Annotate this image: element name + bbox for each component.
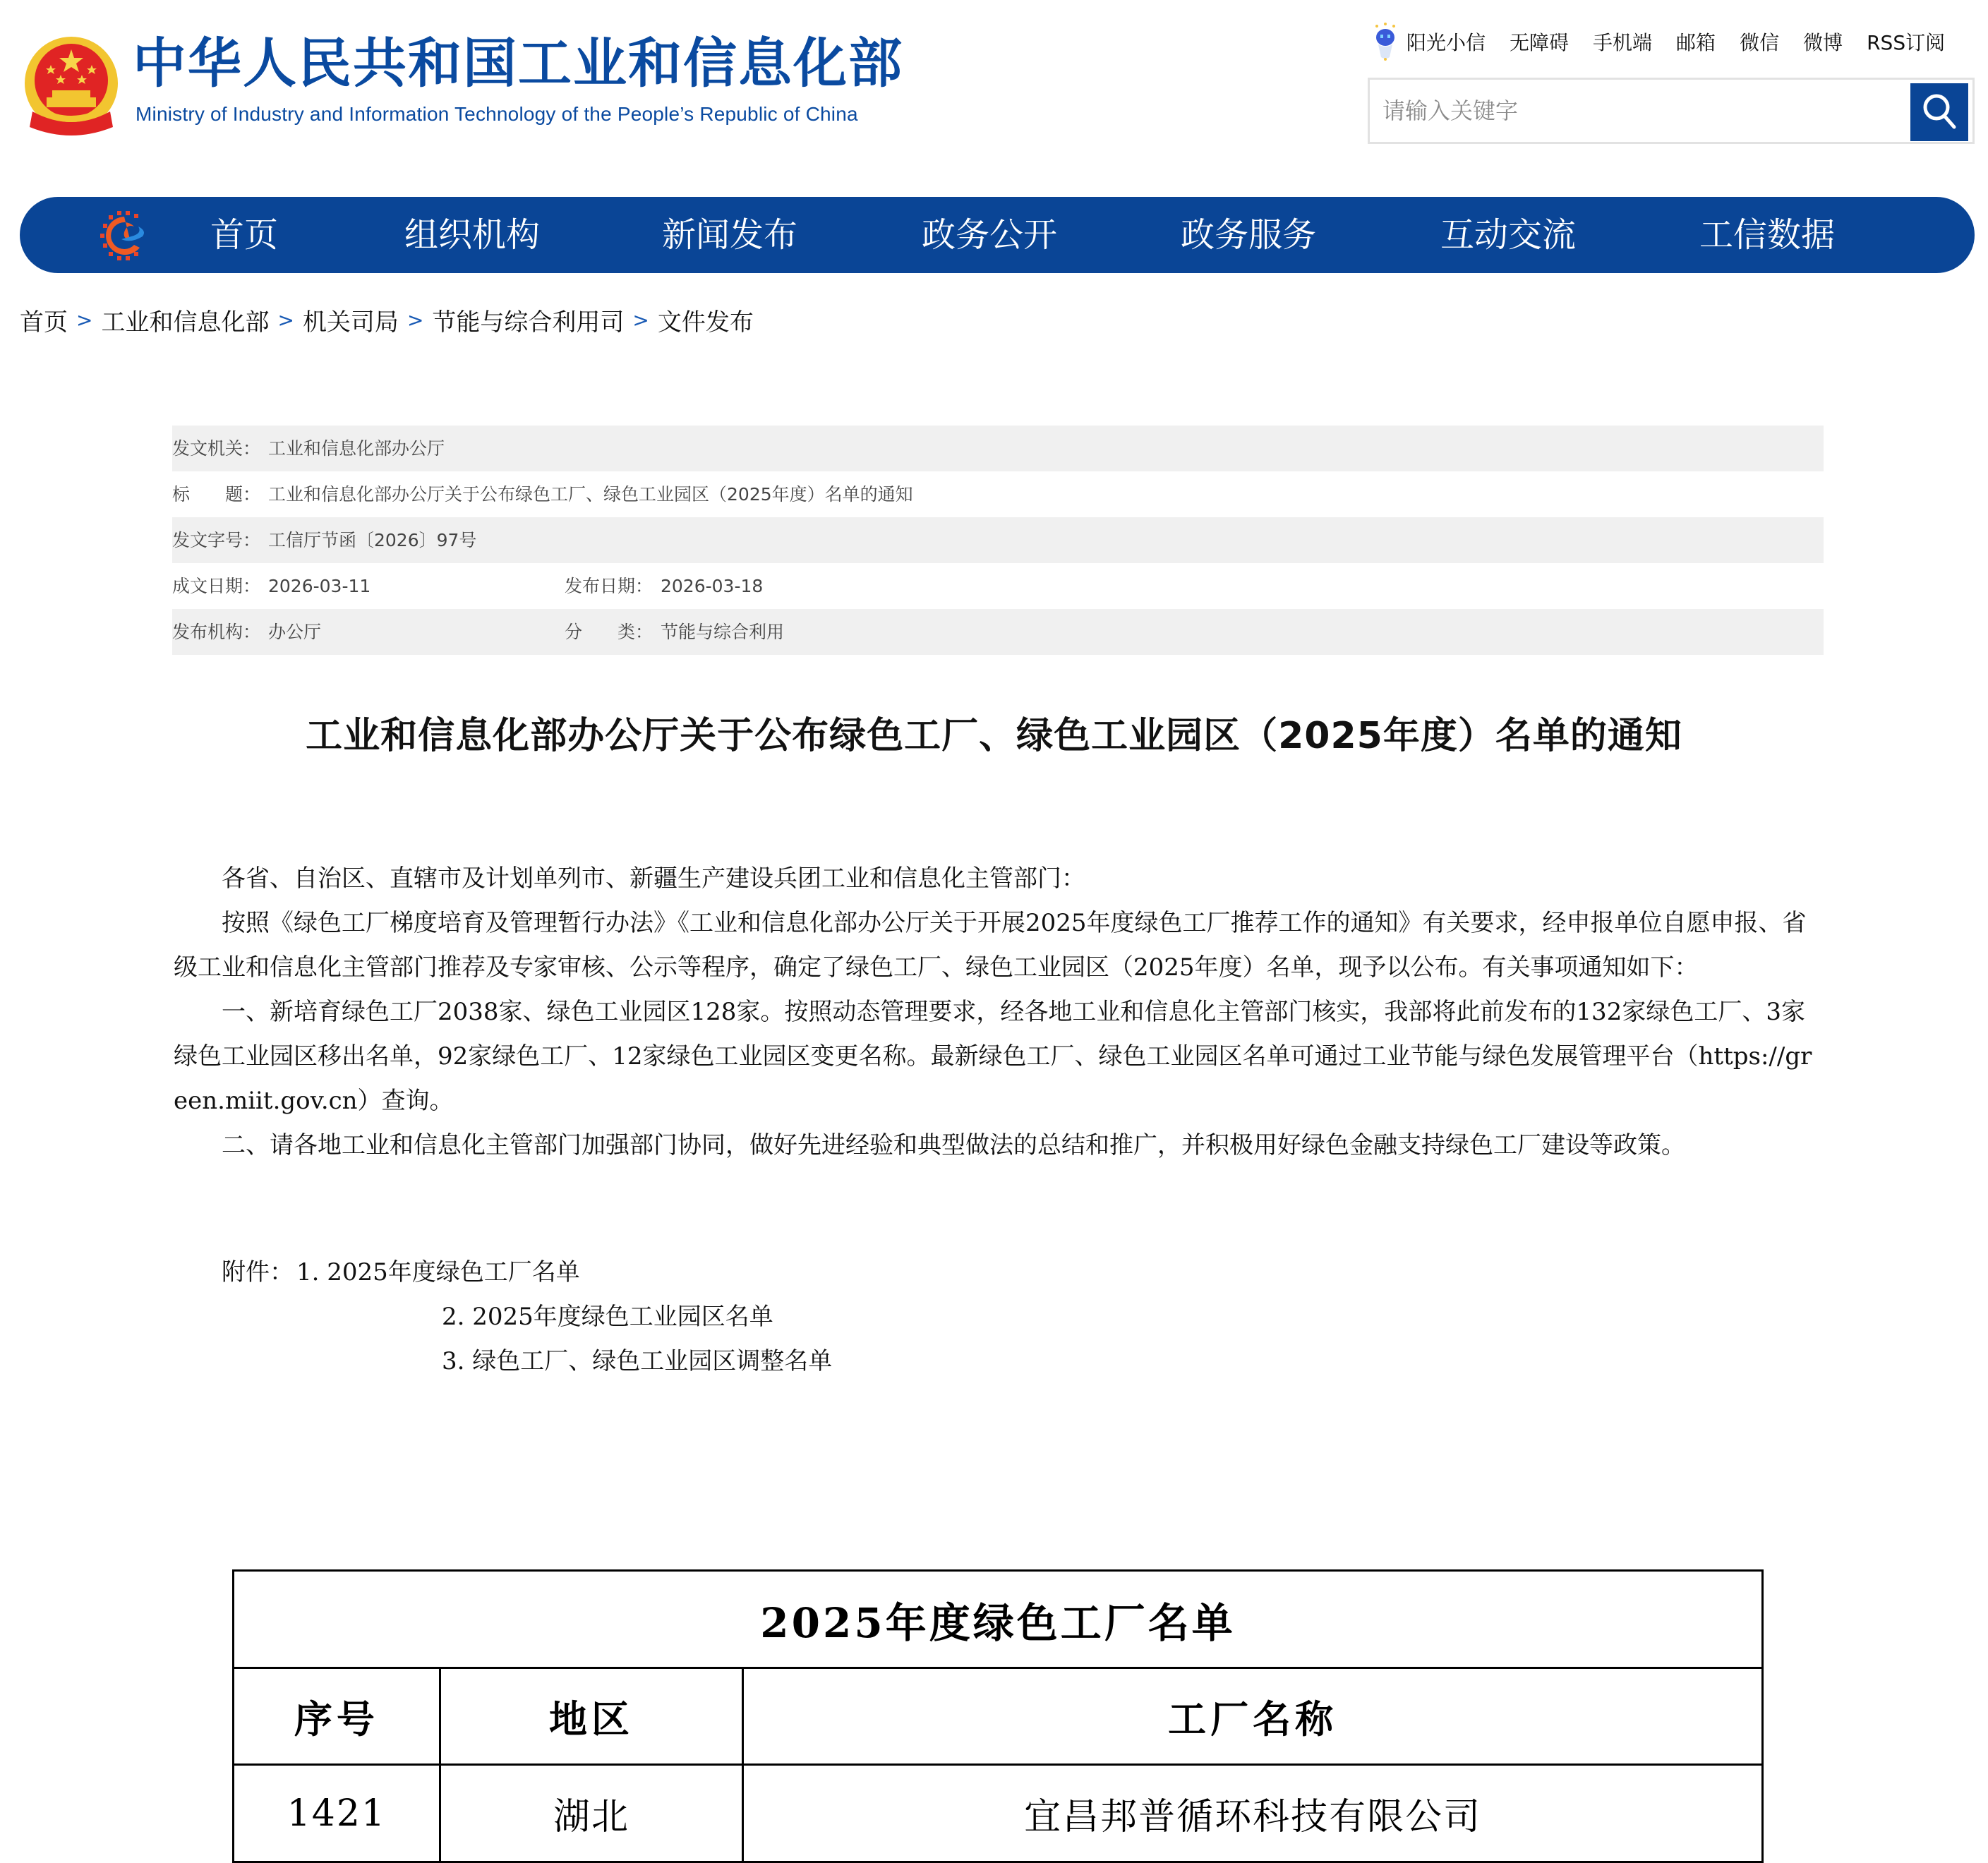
meta-label: 发文字号： (172, 530, 261, 550)
top-link-mail[interactable]: 邮箱 (1676, 31, 1716, 54)
meta-label: 分 类： (565, 622, 653, 642)
search-icon (1921, 92, 1958, 133)
meta-row-issuer (172, 426, 1824, 471)
breadcrumb-documents[interactable]: 文件发布 (657, 308, 754, 337)
breadcrumb-separator: > (76, 308, 93, 332)
meta-label: 发布机构： (172, 622, 261, 642)
meta-category: 节能与综合利用 (661, 622, 785, 642)
search-input[interactable] (1382, 80, 1905, 142)
document-meta (172, 426, 1824, 655)
article-paragraph: 一、新培育绿色工厂2038家、绿色工业园区128家。按照动态管理要求，经各地工业和信息化主管部门核实，我部将此前发布的132家绿色工厂、3家绿色工业园区移出名单，92家绿色工厂、12家绿色工业园区变更名称。最新绿色工厂、绿色工业园区名单可通过工业节能与绿色发展管理平台（https://green.miit.gov.cn）查询。 (174, 998, 1812, 1115)
breadcrumb-separator: > (406, 308, 424, 332)
site-title: 中华人民共和国工业和信息化部 (133, 32, 903, 95)
meta-label: 发布日期： (565, 576, 653, 596)
top-link-accessibility[interactable]: 无障碍 (1510, 31, 1570, 54)
breadcrumb-separator: > (277, 308, 294, 332)
nav-item-interaction[interactable]: 互动交流 (1440, 215, 1577, 255)
breadcrumb (20, 302, 754, 337)
search-button[interactable] (1910, 83, 1968, 141)
cell-factory-name: 宜昌邦普循环科技有限公司 (743, 1765, 1763, 1862)
search-box (1368, 78, 1975, 144)
breadcrumb-separator: > (632, 308, 649, 332)
breadcrumb-home[interactable]: 首页 (20, 308, 68, 337)
meta-publish-date: 2026-03-18 (661, 576, 764, 596)
top-link-rss[interactable]: RSS订阅 (1867, 31, 1946, 54)
top-link-sunshine[interactable]: 阳光小信 (1406, 31, 1486, 54)
nav-item-news[interactable]: 新闻发布 (662, 215, 798, 255)
cell-no: 1421 (234, 1765, 440, 1862)
meta-row-title (172, 471, 1824, 517)
top-link-wechat[interactable]: 微信 (1740, 31, 1780, 54)
meta-label: 标 题： (172, 484, 261, 505)
nav-item-gov-affairs[interactable]: 政务公开 (922, 215, 1058, 255)
attachments-label: 附件： (222, 1258, 294, 1286)
column-header-region: 地区 (440, 1668, 742, 1765)
meta-title: 工业和信息化部办公厅关于公布绿色工厂、绿色工业园区（2025年度）名单的通知 (268, 484, 913, 505)
main-nav (20, 197, 1975, 273)
meta-doc-no: 工信厅节函〔2026〕97号 (268, 530, 477, 550)
meta-row-dates (172, 563, 1824, 609)
article-body (174, 857, 1825, 1168)
meta-publisher: 办公厅 (268, 622, 322, 642)
meta-label: 成文日期： (172, 576, 261, 596)
nav-item-gov-services[interactable]: 政务服务 (1181, 215, 1317, 255)
article-paragraph: 按照《绿色工厂梯度培育及管理暂行办法》《工业和信息化部办公厅关于开展2025年度绿色工厂推荐工作的通知》有关要求，经申报单位自愿申报、省级工业和信息化主管部门推荐及专家审核、公示等程序，确定了绿色工厂、绿色工业园区（2025年度）名单，现予以公布。有关事项通知如下： (174, 909, 1807, 982)
top-link-mobile[interactable]: 手机端 (1593, 31, 1653, 54)
top-links (1373, 24, 1945, 59)
article-salutation: 各省、自治区、直辖市及计划单列市、新疆生产建设兵团工业和信息化主管部门： (222, 864, 1085, 893)
cell-region: 湖北 (440, 1765, 742, 1862)
attachment-link-1[interactable]: 1. 2025年度绿色工厂名单 (296, 1258, 580, 1286)
top-link-weibo[interactable]: 微博 (1803, 31, 1843, 54)
breadcrumb-ministry[interactable]: 工业和信息化部 (101, 308, 270, 337)
breadcrumb-departments[interactable]: 机关司局 (302, 308, 399, 337)
article-title: 工业和信息化部办公厅关于公布绿色工厂、绿色工业园区（2025年度）名单的通知 (306, 715, 1682, 757)
site-subtitle: Ministry of Industry and Information Technology of the People’s Republic of China (135, 103, 858, 125)
attachment-link-3[interactable]: 3. 绿色工厂、绿色工业园区调整名单 (442, 1347, 833, 1375)
breadcrumb-energy-dept[interactable]: 节能与综合利用司 (432, 308, 625, 337)
national-emblem-icon (18, 34, 124, 138)
meta-issuer: 工业和信息化部办公厅 (268, 438, 445, 459)
meta-label: 发文机关： (172, 438, 261, 459)
table-title: 2025年度绿色工厂名单 (234, 1571, 1763, 1668)
column-header-no: 序号 (234, 1668, 440, 1765)
meta-row-publisher (172, 609, 1824, 655)
miit-logo-icon (96, 211, 152, 260)
meta-row-doc-no (172, 517, 1824, 563)
article-paragraph: 二、请各地工业和信息化主管部门加强部门协同，做好先进经验和典型做法的总结和推广，并积极用好绿色金融支持绿色工厂建设等政策。 (222, 1131, 1685, 1159)
nav-item-organization[interactable]: 组织机构 (404, 215, 541, 255)
factory-table (232, 1569, 1764, 1863)
column-header-name: 工厂名称 (743, 1668, 1763, 1765)
meta-written-date: 2026-03-11 (268, 576, 371, 596)
attachment-link-2[interactable]: 2. 2025年度绿色工业园区名单 (442, 1303, 773, 1331)
table-row (234, 1765, 1763, 1862)
nav-item-home[interactable]: 首页 (210, 215, 279, 255)
nav-item-data[interactable]: 工信数据 (1699, 215, 1836, 255)
robot-assistant-icon[interactable] (1373, 22, 1398, 61)
